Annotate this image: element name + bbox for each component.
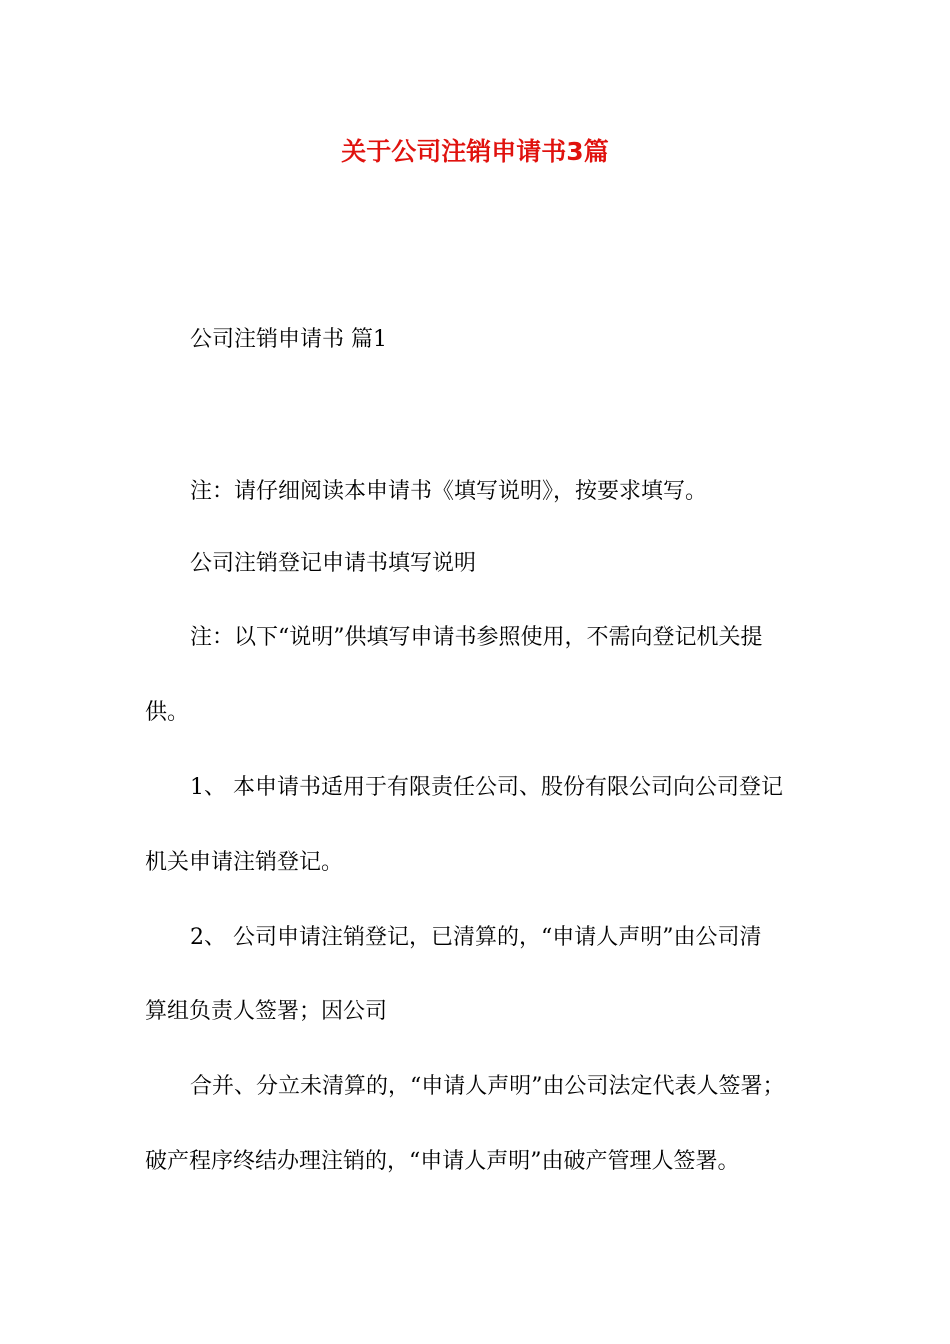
paragraph-line: 1、 本申请书适用于有限责任公司、股份有限公司向公司登记 (190, 775, 783, 800)
paragraph-line: 2、 公司申请注销登记，已清算的，“申请人声明”由公司清 (190, 925, 762, 950)
paragraph-line: 供。 (145, 700, 190, 725)
paragraph-line: 注：以下“说明”供填写申请书参照使用，不需向登记机关提 (190, 625, 763, 650)
document-title: 关于公司注销申请书3篇 (341, 137, 609, 166)
paragraph-line: 公司注销登记申请书填写说明 (190, 551, 477, 576)
paragraph-line: 破产程序终结办理注销的，“申请人声明”由破产管理人签署。 (145, 1149, 740, 1174)
paragraph-line: 算组负责人签署；因公司 (145, 999, 388, 1024)
paragraph-line: 注：请仔细阅读本申请书《填写说明》，按要求填写。 (190, 479, 708, 504)
section-heading: 公司注销申请书 篇1 (190, 327, 387, 352)
paragraph-line: 机关申请注销登记。 (145, 850, 344, 875)
paragraph-line: 合并、分立未清算的，“申请人声明”由公司法定代表人签署； (190, 1074, 785, 1099)
